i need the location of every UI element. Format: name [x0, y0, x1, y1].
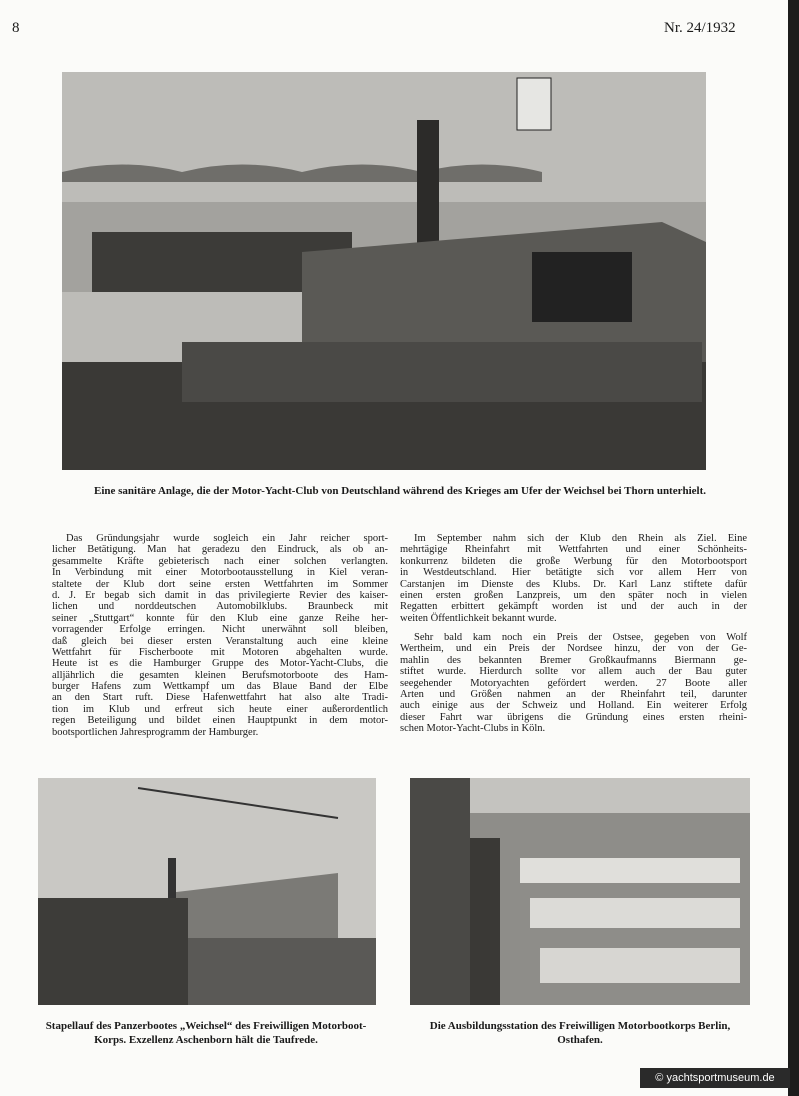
text-line: schen Motor-Yacht-Clubs in Köln.: [400, 723, 546, 735]
text-line: gesammelte Kräfte gebieterisch nach einer solchen verlangten.: [52, 555, 388, 567]
photo-training-station: [410, 778, 750, 1005]
text-line: tion im Klub und erfreut sich heute einer außerordentlich: [52, 703, 388, 715]
text-line: staltete der Klub dort seine ersten Wettfahrten im Sommer: [52, 578, 388, 590]
text-line: einen ersten großen Lanzpreis, um den später noch in vielen: [400, 589, 747, 601]
bottom-left-caption-line-1: Stapellauf des Panzerbootes „Weichsel“ des Freiwilligen Motorboot-: [45, 1020, 367, 1032]
issue-number: Nr. 24/1932: [664, 20, 736, 36]
text-line: In Verbindung mit einer Motorbootausstellung in Kiel veran-: [52, 567, 388, 579]
bottom-right-caption: [404, 1019, 756, 1047]
text-line: bootsportlichen Jahresprogramm der Hamburger.: [52, 726, 259, 738]
text-line: mahlin des bekannten Bremer Großkaufmanns Biermann ge-: [400, 654, 747, 666]
text-line: burger Hafens zum Wettkampf um das Blaue Band der Elbe: [52, 681, 388, 693]
text-line: Heute ist es die Hamburger Gruppe des Motor-Yacht-Clubs, die: [52, 658, 388, 670]
text-line: stiftet wurde. Hierdurch sollte vor allem auch der Bau guter: [400, 666, 747, 678]
text-line: mehrtägige Rheinfahrt mit Wettfahrten und einer Schönheits-: [400, 544, 747, 556]
text-line: daß gleich bei dieser ersten Veranstaltung auch eine kleine: [52, 635, 388, 647]
photo-gunboat-launch: [38, 778, 376, 1005]
text-line: alljährlich die gesamten kleinen Berufsmotorboote des Ham-: [52, 669, 388, 681]
text-line: Arten und Größen nahmen an der Rheinfahrt teil, darunter: [400, 688, 747, 700]
right-paragraph-2: [400, 632, 747, 735]
top-photo-caption: Eine sanitäre Anlage, die der Motor-Yacht-Club von Deutschland während des Krieges am Ufer der Weichsel bei Thorn unterhielt.: [93, 485, 707, 497]
page-number: 8: [12, 20, 20, 36]
text-line: lichen und norddeutschen Automobilklubs. Braunbeck mit: [52, 601, 388, 613]
text-line: dieser Fahrt war übrigens die Gründung eines ersten rheini-: [400, 711, 747, 723]
text-line: Wettfahrt für Fischerboote mit Motoren abgehalten wurde.: [52, 646, 388, 658]
text-line: weiten Öffentlichkeit bekannt wurde.: [400, 612, 557, 624]
text-line: Regatten erbittert gekämpft worden ist und der auch in der: [400, 601, 747, 613]
text-line: vorragender Erfolge erringen. Nicht unerwähnt soll bleiben,: [52, 624, 388, 636]
text-line: regen Beteiligung und bildet einen Hauptpunkt in dem motor-: [52, 715, 388, 727]
left-text-column: [52, 533, 388, 738]
right-paragraph-1: [400, 533, 747, 624]
bottom-left-caption-line-2: Korps. Exzellenz Aschenborn hält die Taufrede.: [94, 1034, 318, 1046]
text-line: Das Gründungsjahr wurde sogleich ein Jahr reicher sport-: [66, 533, 388, 544]
text-line: Wertheim, und ein Preis der Nordsee hinzu, der von der Ge-: [400, 643, 747, 655]
text-line: konkurrenz bildeten die große Werbung für den Motorbootsport: [400, 555, 747, 567]
text-line: in Westdeutschland. Hier betätigte sich vor allem Herr von: [400, 567, 747, 579]
text-line: Carstanjen im Dienste des Klubs. Dr. Karl Lanz stiftete dafür: [400, 578, 747, 590]
photo-sanitary-station: [62, 72, 706, 470]
text-line: d. J. Er begab sich damit in das privilegierte Revier des kaiser-: [52, 589, 388, 601]
bottom-left-caption: [30, 1019, 382, 1047]
watermark: © yachtsportmuseum.de: [640, 1068, 790, 1088]
bottom-right-caption-line-1: Die Ausbildungsstation des Freiwilligen Motorbootkorps Berlin,: [429, 1020, 731, 1032]
text-line: licher Betätigung. Man hat geradezu den Eindruck, als ob an-: [52, 544, 388, 556]
text-line: seegehender Motoryachten gefördert werden. 27 Boote aller: [400, 677, 747, 689]
text-line: auch einige aus der Schweiz und Holland. Ein weiterer Erfolg: [400, 700, 747, 712]
text-line: Sehr bald kam noch ein Preis der Ostsee, gegeben von Wolf: [414, 632, 747, 643]
scan-edge: [788, 0, 799, 1096]
text-line: an den Start ruft. Diese Hafenwettfahrt hat also alte Tradi-: [52, 692, 388, 704]
text-line: Im September nahm sich der Klub den Rhein als Ziel. Eine: [414, 533, 747, 544]
text-line: seiner „Stuttgart“ konnte für den Klub eine ganze Reihe her-: [52, 612, 388, 624]
bottom-right-caption-line-2: Osthafen.: [557, 1034, 603, 1046]
